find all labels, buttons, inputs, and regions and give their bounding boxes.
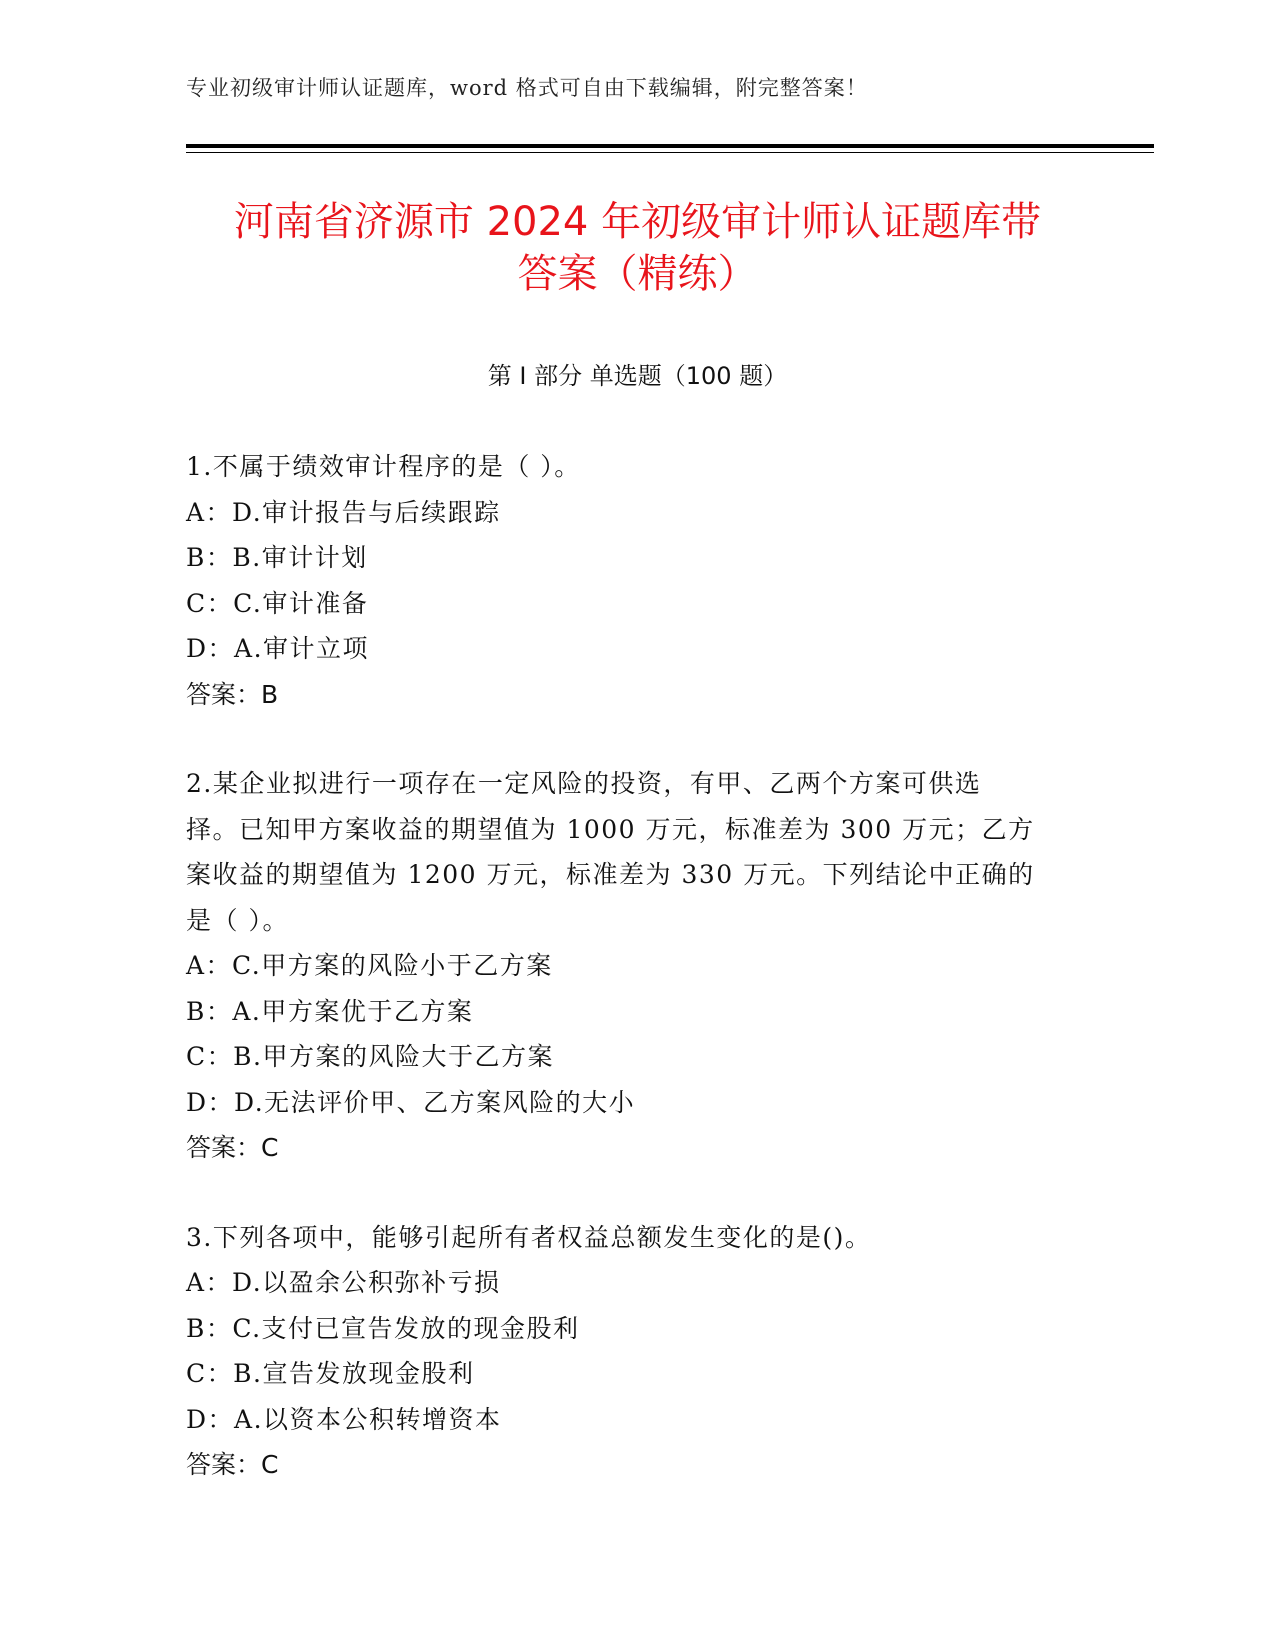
option-d: D：A.审计立项 — [186, 634, 370, 663]
document-title-line-1: 河南省济源市 2024 年初级审计师认证题库带 — [233, 199, 1042, 245]
section-title: 第 I 部分 单选题（100 题） — [487, 362, 788, 390]
header-rule-thick — [186, 144, 1154, 148]
option-b: B：A.甲方案优于乙方案 — [186, 996, 474, 1026]
question-list — [186, 444, 1086, 1532]
question-1 — [186, 444, 1086, 717]
question-stem-line: 择。已知甲方案收益的期望值为 1000 万元，标准差为 300 万元；乙方 — [186, 814, 1035, 844]
document-title — [150, 196, 1125, 300]
header-rule-thin — [186, 152, 1154, 153]
answer: 答案：B — [186, 679, 279, 709]
answer: 答案：C — [186, 1133, 279, 1162]
header-note: 专业初级审计师认证题库，word 格式可自由下载编辑，附完整答案！ — [186, 76, 868, 100]
answer: 答案：C — [186, 1450, 279, 1479]
option-a: A：C.甲方案的风险小于乙方案 — [186, 951, 553, 980]
question-stem-line: 1.不属于绩效审计程序的是（ ）。 — [186, 452, 581, 481]
option-d: D：D.无法评价甲、乙方案风险的大小 — [186, 1087, 636, 1117]
option-c: C：B.甲方案的风险大于乙方案 — [186, 1042, 554, 1071]
document-title-line-2: 答案（精练） — [517, 251, 758, 297]
question-3 — [186, 1215, 1086, 1488]
option-a: A：D.审计报告与后续跟踪 — [186, 497, 501, 527]
option-c: C：C.审计准备 — [186, 588, 369, 618]
question-2 — [186, 761, 1086, 1171]
option-b: B：B.审计计划 — [186, 543, 368, 572]
option-d: D：A.以资本公积转增资本 — [186, 1404, 502, 1434]
question-stem-line: 案收益的期望值为 1200 万元，标准差为 330 万元。下列结论中正确的 — [186, 860, 1035, 889]
question-stem-line: 2.某企业拟进行一项存在一定风险的投资，有甲、乙两个方案可供选 — [186, 769, 982, 798]
option-c: C：B.宣告发放现金股利 — [186, 1359, 475, 1388]
option-a: A：D.以盈余公积弥补亏损 — [186, 1268, 501, 1297]
option-b: B：C.支付已宣告发放的现金股利 — [186, 1313, 580, 1343]
question-stem-line: 3.下列各项中，能够引起所有者权益总额发生变化的是()。 — [186, 1222, 872, 1252]
question-stem-line: 是（ ）。 — [186, 905, 289, 935]
